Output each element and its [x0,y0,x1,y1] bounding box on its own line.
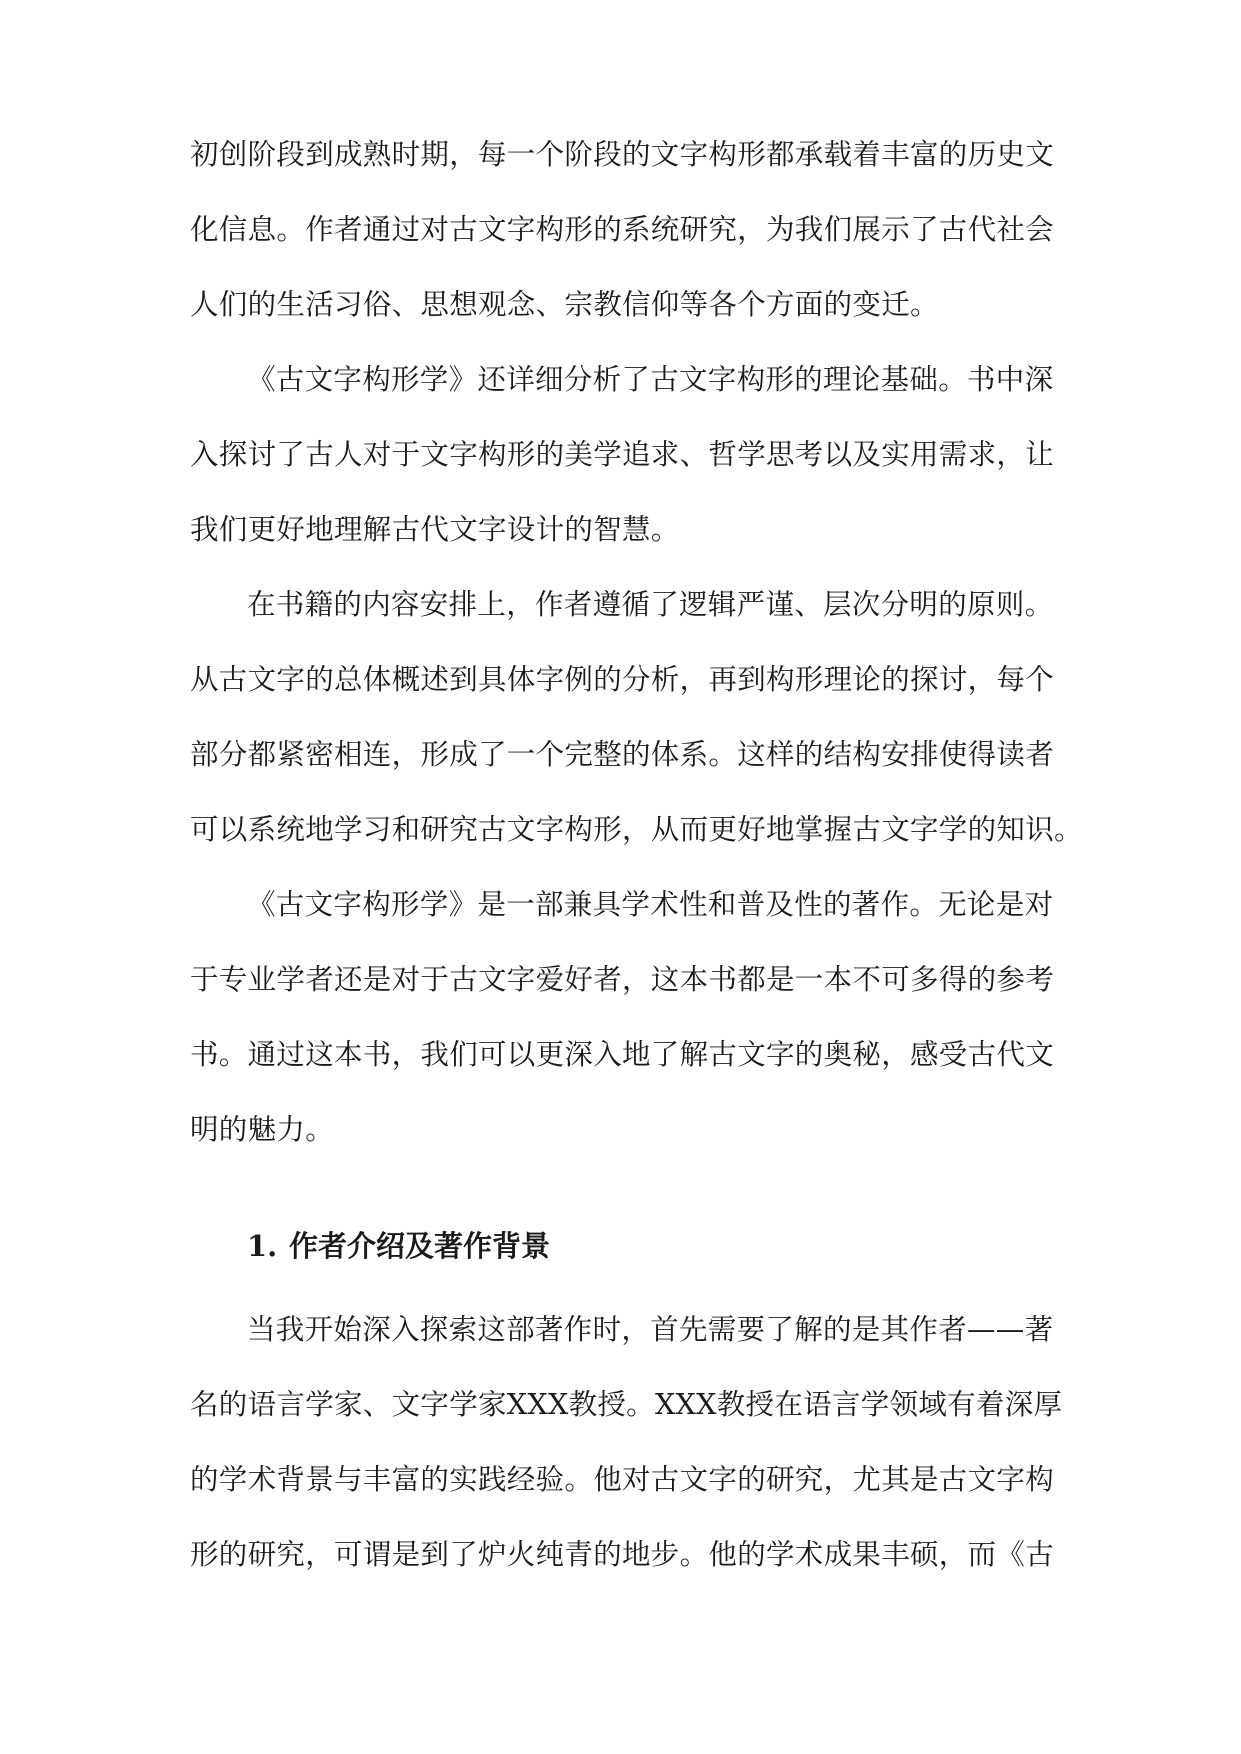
body-line: 初创阶段到成熟时期，每一个阶段的文字构形都承载着丰富的历史文 [190,138,1055,171]
body-line: 化信息。作者通过对古文字构形的系统研究，为我们展示了古代社会 [190,213,1055,246]
paragraph-first-line: 《古文字构形学》是一部兼具学术性和普及性的著作。无论是对 [247,888,1054,921]
body-line: 书。通过这本书，我们可以更深入地了解古文字的奥秘，感受古代文 [190,1038,1055,1071]
body-line: 形的研究，可谓是到了炉火纯青的地步。他的学术成果丰硕，而《古 [190,1538,1055,1571]
paragraph-first-line: 当我开始深入探索这部著作时，首先需要了解的是其作者——著 [247,1313,1054,1346]
body-line: 明的魅力。 [190,1113,335,1146]
body-line: 我们更好地理解古代文字设计的智慧。 [190,513,680,546]
paragraph-first-line: 在书籍的内容安排上，作者遵循了逻辑严谨、层次分明的原则。 [247,588,1054,621]
body-line: 于专业学者还是对于古文字爱好者，这本书都是一本不可多得的参考 [190,963,1055,996]
body-line: 人们的生活习俗、思想观念、宗教信仰等各个方面的变迁。 [190,288,939,321]
section-title: 作者介绍及著作背景 [289,1229,551,1263]
section-number: 1. [247,1229,278,1263]
body-line: 名的语言学家、文字学家XXX教授。XXX教授在语言学领域有着深厚 [190,1388,1063,1421]
section-heading [247,1226,550,1266]
paragraph-first-line: 《古文字构形学》还详细分析了古文字构形的理论基础。书中深 [247,363,1054,396]
body-line: 从古文字的总体概述到具体字例的分析，再到构形理论的探讨，每个 [190,663,1055,696]
body-line: 可以系统地学习和研究古文字构形，从而更好地掌握古文字学的知识。 [190,813,1083,846]
body-line: 入探讨了古人对于文字构形的美学追求、哲学思考以及实用需求，让 [190,438,1055,471]
body-line: 部分都紧密相连，形成了一个完整的体系。这样的结构安排使得读者 [190,738,1055,771]
body-line: 的学术背景与丰富的实践经验。他对古文字的研究，尤其是古文字构 [190,1463,1055,1496]
